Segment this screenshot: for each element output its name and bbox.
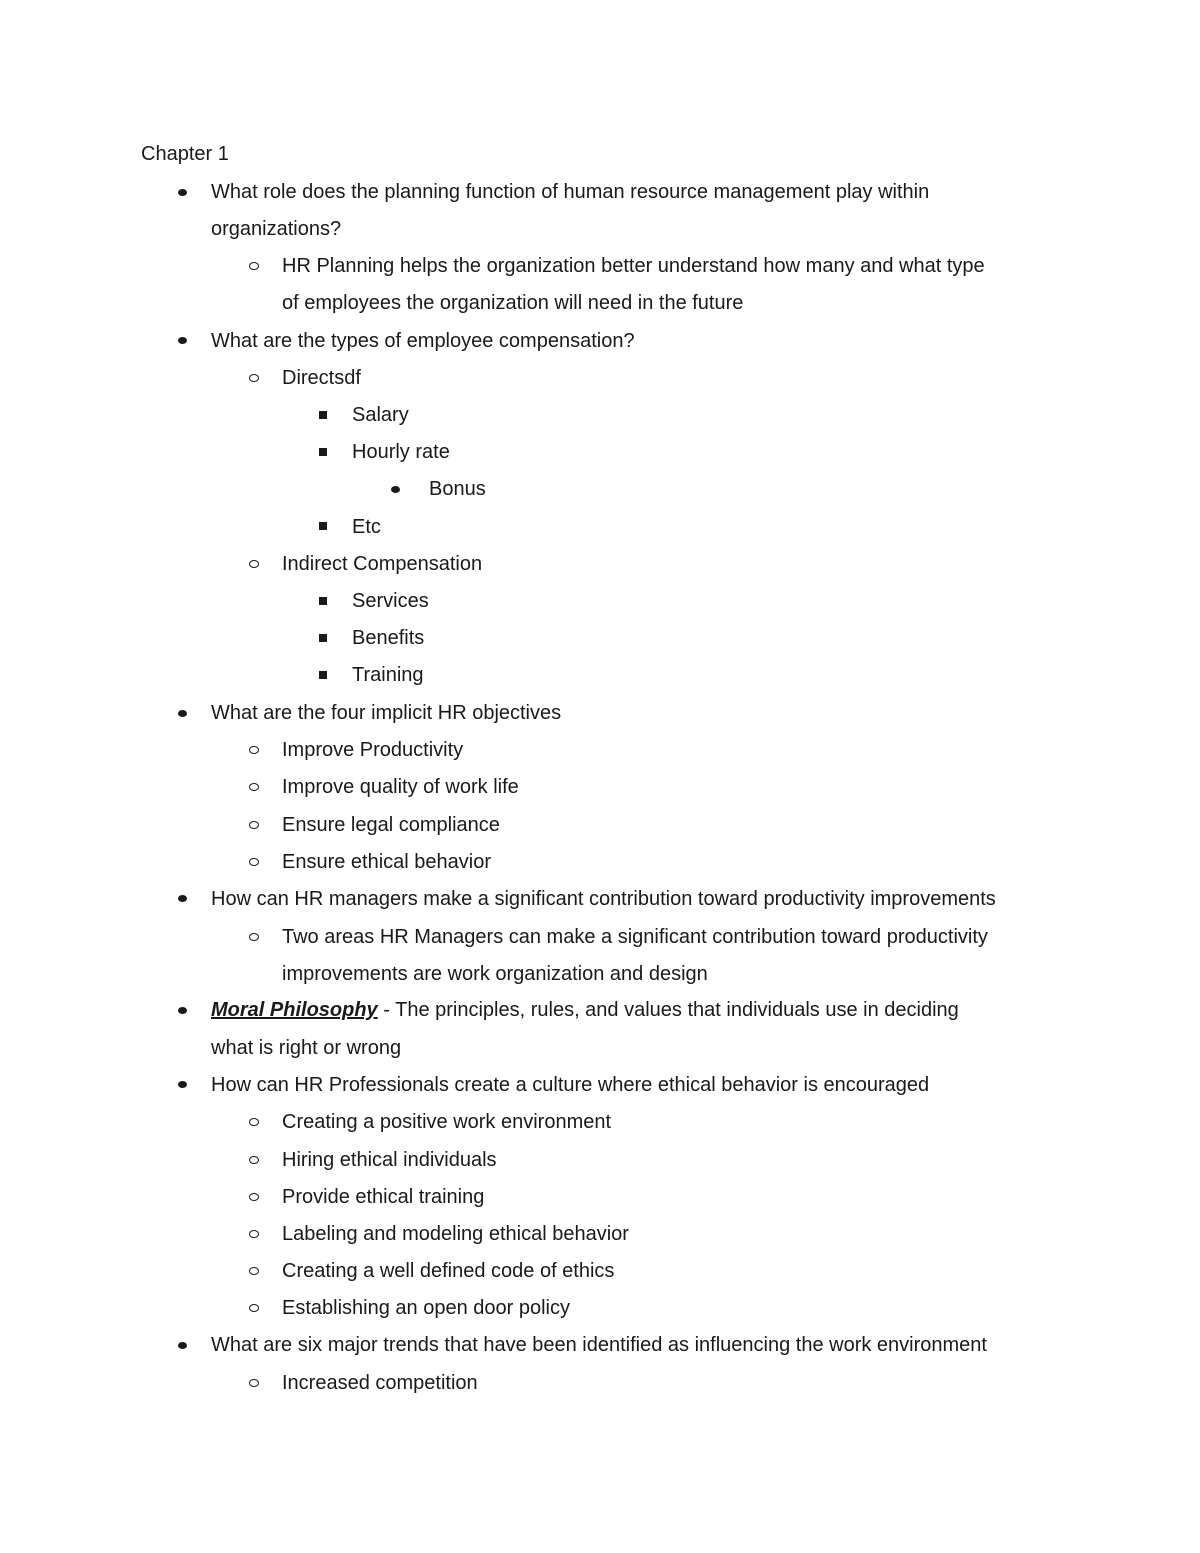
circle-bullet-icon — [249, 821, 259, 829]
list-item: Hourly rate — [352, 441, 450, 463]
circle-bullet-icon — [249, 858, 259, 866]
list-item: Etc — [352, 516, 381, 538]
disc-bullet-icon — [178, 189, 187, 196]
disc-bullet-icon — [178, 1342, 187, 1349]
list-item-continuation: organizations? — [211, 218, 342, 240]
circle-bullet-icon — [249, 1193, 259, 1201]
circle-bullet-icon — [249, 1267, 259, 1275]
list-item: HR Planning helps the organization better understand how many and what type — [282, 255, 985, 277]
list-item: Ensure ethical behavior — [282, 851, 492, 873]
list-item: How can HR managers make a significant contribution toward productivity improvements — [211, 888, 996, 910]
list-item: Provide ethical training — [282, 1186, 485, 1208]
list-item: Creating a positive work environment — [282, 1111, 612, 1133]
list-item: Bonus — [429, 478, 486, 500]
list-item: Indirect Compensation — [282, 553, 483, 575]
square-bullet-icon — [319, 411, 327, 419]
list-item: Training — [352, 664, 424, 686]
definition-text: - The principles, rules, and values that individuals use in deciding — [377, 999, 959, 1021]
circle-bullet-icon — [249, 1379, 259, 1387]
circle-bullet-icon — [249, 262, 259, 270]
square-bullet-icon — [319, 448, 327, 456]
square-bullet-icon — [319, 597, 327, 605]
list-item: Establishing an open door policy — [282, 1297, 570, 1319]
list-item: What are the types of employee compensation? — [211, 330, 635, 352]
disc-bullet-icon — [178, 1081, 187, 1088]
circle-bullet-icon — [249, 560, 259, 568]
list-item: Ensure legal compliance — [282, 814, 500, 836]
square-bullet-icon — [319, 671, 327, 679]
list-item-continuation: what is right or wrong — [211, 1037, 402, 1059]
list-item-continuation: improvements are work organization and design — [282, 963, 708, 985]
list-item-continuation: of employees the organization will need in the future — [282, 292, 744, 314]
circle-bullet-icon — [249, 746, 259, 754]
list-item: What are six major trends that have been identified as influencing the work environment — [211, 1334, 987, 1356]
definition-item — [211, 998, 959, 1022]
list-item: Labeling and modeling ethical behavior — [282, 1223, 629, 1245]
circle-bullet-icon — [249, 1118, 259, 1126]
list-item: Two areas HR Managers can make a significant contribution toward productivity — [282, 926, 988, 948]
list-item: Hiring ethical individuals — [282, 1149, 497, 1171]
circle-bullet-icon — [249, 1156, 259, 1164]
chapter-heading: Chapter 1 — [141, 143, 229, 165]
list-item: Creating a well defined code of ethics — [282, 1260, 615, 1282]
circle-bullet-icon — [249, 783, 259, 791]
defined-term: Moral Philosophy — [211, 999, 378, 1021]
square-bullet-icon — [319, 522, 327, 530]
list-item: Services — [352, 590, 429, 612]
list-item: What role does the planning function of human resource management play within — [211, 181, 930, 203]
disc-bullet-icon — [178, 1007, 187, 1014]
list-item: Improve quality of work life — [282, 776, 519, 798]
list-item: Benefits — [352, 627, 425, 649]
disc-bullet-icon — [178, 895, 187, 902]
list-item: Directsdf — [282, 367, 361, 389]
circle-bullet-icon — [249, 933, 259, 941]
disc-bullet-icon — [178, 710, 187, 717]
list-item: Increased competition — [282, 1372, 478, 1394]
list-item: Salary — [352, 404, 409, 426]
disc-bullet-icon — [391, 486, 400, 493]
square-bullet-icon — [319, 634, 327, 642]
list-item: Improve Productivity — [282, 739, 464, 761]
circle-bullet-icon — [249, 374, 259, 382]
disc-bullet-icon — [178, 337, 187, 344]
circle-bullet-icon — [249, 1230, 259, 1238]
circle-bullet-icon — [249, 1304, 259, 1312]
list-item: What are the four implicit HR objectives — [211, 702, 562, 724]
list-item: How can HR Professionals create a culture where ethical behavior is encouraged — [211, 1074, 930, 1096]
